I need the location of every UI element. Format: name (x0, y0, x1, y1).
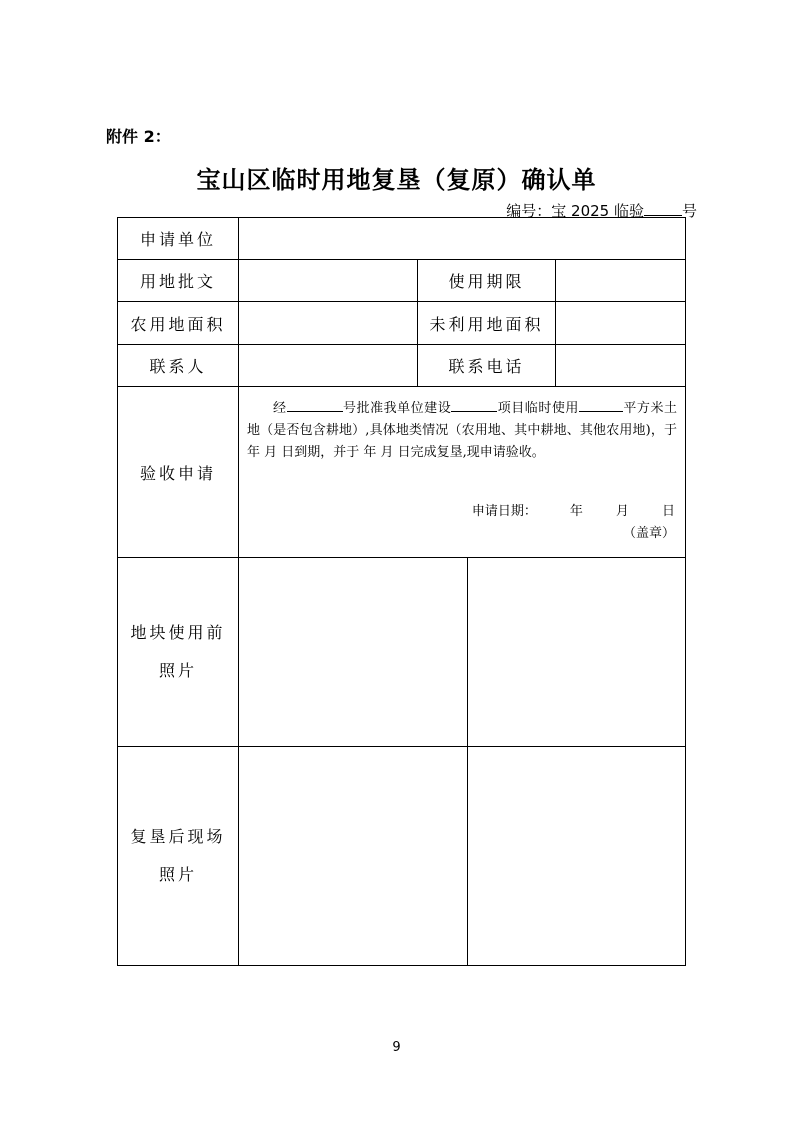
before-photo-slot-2[interactable] (468, 558, 686, 747)
before-photo-label (118, 558, 239, 747)
after-photo-slot-2[interactable] (468, 747, 686, 966)
document-number-blank[interactable] (644, 201, 682, 216)
attachment-label: 附件 2： (106, 127, 171, 146)
row-areas (118, 302, 686, 345)
seal-note: （盖章） (622, 526, 675, 541)
document-number-suffix: 号 (681, 202, 697, 220)
phone-field[interactable] (556, 345, 686, 387)
document-number-prefix: 编号：宝 2025 临验 (506, 202, 644, 220)
applicant-unit-label: 申请单位 (118, 218, 239, 260)
farmland-area-label: 农用地面积 (118, 302, 239, 345)
land-approval-field[interactable] (239, 260, 418, 302)
farmland-area-field[interactable] (239, 302, 418, 345)
acceptance-text: 经 号批准我单位建设 项目临时使用 平方米土地（是否包含耕地）,具体地类情况（农用地、其中耕地、其他农用地)，于 年 月 日到期，并于 年 月 日完成复垦,现申请验收。 (247, 397, 677, 464)
contact-label: 联系人 (118, 345, 239, 387)
acceptance-label: 验收申请 (118, 387, 239, 558)
row-contact (118, 345, 686, 387)
confirmation-form (117, 217, 686, 966)
after-photo-label-line2: 照片 (158, 865, 197, 884)
land-approval-label: 用地批文 (118, 260, 239, 302)
row-applicant-unit (118, 218, 686, 260)
usage-period-label: 使用期限 (418, 260, 556, 302)
applicant-unit-field[interactable] (239, 218, 686, 260)
area-blank[interactable] (579, 397, 623, 412)
before-photo-slot-1[interactable] (239, 558, 468, 747)
unused-area-label: 未利用地面积 (418, 302, 556, 345)
acceptance-application-field[interactable] (239, 387, 686, 558)
page-number: 9 (392, 1040, 401, 1055)
row-land-approval (118, 260, 686, 302)
phone-label: 联系电话 (418, 345, 556, 387)
row-before-photos (118, 558, 686, 747)
contact-field[interactable] (239, 345, 418, 387)
after-photo-label (118, 747, 239, 966)
row-acceptance (118, 387, 686, 558)
project-name-blank[interactable] (451, 397, 497, 412)
before-photo-label-line2: 照片 (158, 661, 197, 680)
before-photo-label-line1: 地块使用前 (130, 623, 226, 642)
unused-area-field[interactable] (556, 302, 686, 345)
row-after-photos (118, 747, 686, 966)
after-photo-label-line1: 复垦后现场 (130, 827, 226, 846)
application-date: 申请日期： 年 月 日 (471, 504, 675, 519)
usage-period-field[interactable] (556, 260, 686, 302)
after-photo-slot-1[interactable] (239, 747, 468, 966)
page-title: 宝山区临时用地复垦（复原）确认单 (196, 166, 597, 194)
approval-number-blank[interactable] (287, 397, 343, 412)
